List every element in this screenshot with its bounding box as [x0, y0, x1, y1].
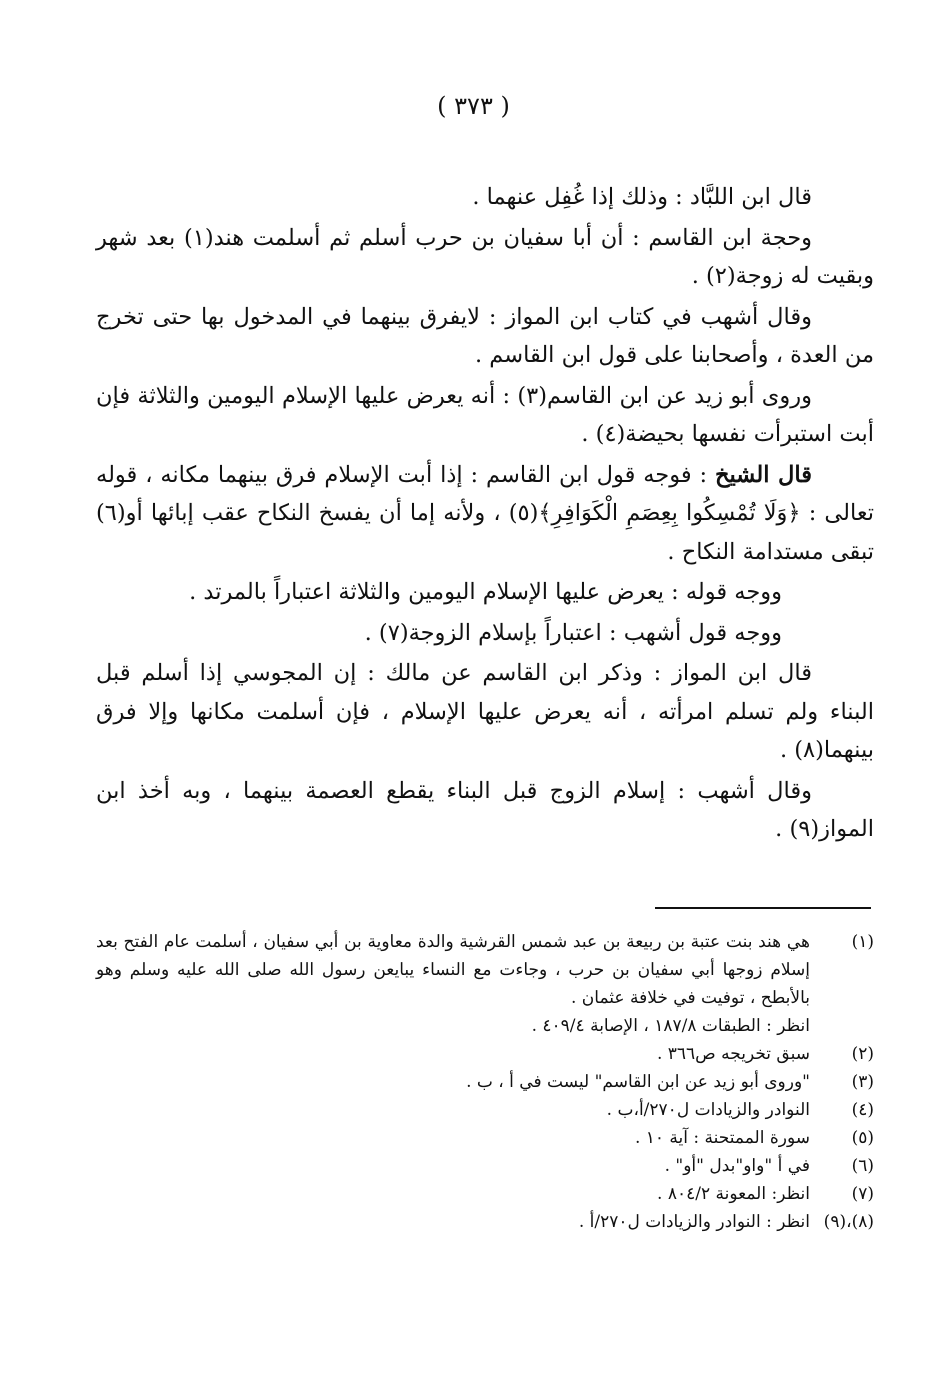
footnote-number: (٣) [851, 1072, 874, 1092]
footnote-5 [96, 1124, 874, 1152]
footnote-number: (١) [851, 932, 874, 952]
footnote-1-continuation: انظر : الطبقات ١٨٧/٨ ، الإصابة ٤٠٩/٤ . [531, 1016, 810, 1036]
footnote-4 [96, 1096, 874, 1124]
paragraph-6: ووجه قوله : يعرض عليها الإسلام اليومين والثلاثة اعتباراً بالمرتد . [189, 579, 782, 605]
footnote-text: في أ "واو"بدل "أو" . [664, 1156, 810, 1176]
footnote-separator [655, 907, 871, 909]
footnote-text: انظر: المعونة ٨٠٤/٢ . [657, 1184, 810, 1204]
page-number: ( ٣٧٣ ) [437, 92, 510, 120]
paragraph-8: قال ابن المواز : وذكر ابن القاسم عن مالك : إن المجوسي إذا أسلم قبل البناء ولم تسلم امرأته ، أنه يعرض عليها الإسلام ، فإن أسلمت مكانها وإلا فرق بينهما(٨) . [96, 660, 874, 763]
footnote-text: سبق تخريجه ص٣٦٦ . [656, 1044, 810, 1064]
sheikh-label: قال الشيخ [714, 461, 812, 488]
paragraph-5 [96, 456, 874, 572]
footnote-text: سورة الممتحنة : آية ١٠ . [634, 1128, 810, 1148]
footnote-number: (٤) [851, 1100, 874, 1120]
footnote-6 [96, 1152, 874, 1180]
paragraph-4: وروى أبو زيد عن ابن القاسم(٣) : أنه يعرض عليها الإسلام اليومين والثلاثة فإن أبت استبرأت نفسها بحيضة(٤) . [96, 382, 874, 447]
footnote-1 [96, 928, 874, 1012]
footnote-8-9 [96, 1208, 874, 1236]
footnote-number: (٦) [851, 1156, 874, 1176]
footnote-text: النوادر والزيادات ل٢٧٠/أ،ب . [606, 1100, 810, 1120]
footnote-number: (٧) [851, 1184, 874, 1204]
footnote-number: (٥) [851, 1128, 874, 1148]
footnote-number: (٨)،(٩) [823, 1212, 874, 1232]
paragraph-9: وقال أشهب : إسلام الزوج قبل البناء يقطع العصمة بينهما ، وبه أخذ ابن المواز(٩) . [96, 777, 874, 842]
paragraph-3: وقال أشهب في كتاب ابن المواز : لايفرق بينهما في المدخول بها حتى تخرج من العدة ، وأصحابنا على قول ابن القاسم . [96, 303, 874, 368]
footnote-text: انظر : النوادر والزيادات ل٢٧٠/أ . [578, 1212, 810, 1232]
footnote-number: (٢) [851, 1044, 874, 1064]
paragraph-7: ووجه قول أشهب : اعتباراً بإسلام الزوجة(٧) . [364, 619, 782, 646]
main-text [96, 178, 874, 851]
footnote-3 [96, 1068, 874, 1096]
footnote-text: هي هند بنت عتبة بن ربيعة بن عبد شمس القرشية والدة معاوية بن أبي سفيان ، أسلمت عام الفتح بعد إسلام زوجها أبي سفيان بن حرب ، وجاءت مع النساء يبايعن رسول الله صلى الله عليه وسلم وهو بالأبطح ، توفيت في خلافة عثمان . [96, 932, 810, 1008]
paragraph-1: قال ابن اللبَّاد : وذلك إذا غُفِل عنهما . [472, 184, 812, 210]
paragraph-2: وحجة ابن القاسم : أن أبا سفيان بن حرب أسلم ثم أسلمت هند(١) بعد شهر وبقيت له زوجة(٢) . [96, 224, 874, 289]
footnote-text: "وروى أبو زيد عن ابن القاسم" ليست في أ ، ب . [466, 1072, 810, 1092]
footnote-7 [96, 1180, 874, 1208]
footnote-2 [96, 1040, 874, 1068]
paragraph-5-text: : فوجه قول ابن القاسم : إذا أبت الإسلام فرق بينهما مكانه ، قوله تعالى : ﴿وَلَا تُمْسِكُوا بِعِصَمِ الْكَوَافِرِ﴾(٥) ، ولأنه إما أن يفسخ النكاح عقب إبائها أو(٦) تبقى مستدامة النكاح . [96, 461, 874, 565]
footnotes [96, 928, 874, 1236]
